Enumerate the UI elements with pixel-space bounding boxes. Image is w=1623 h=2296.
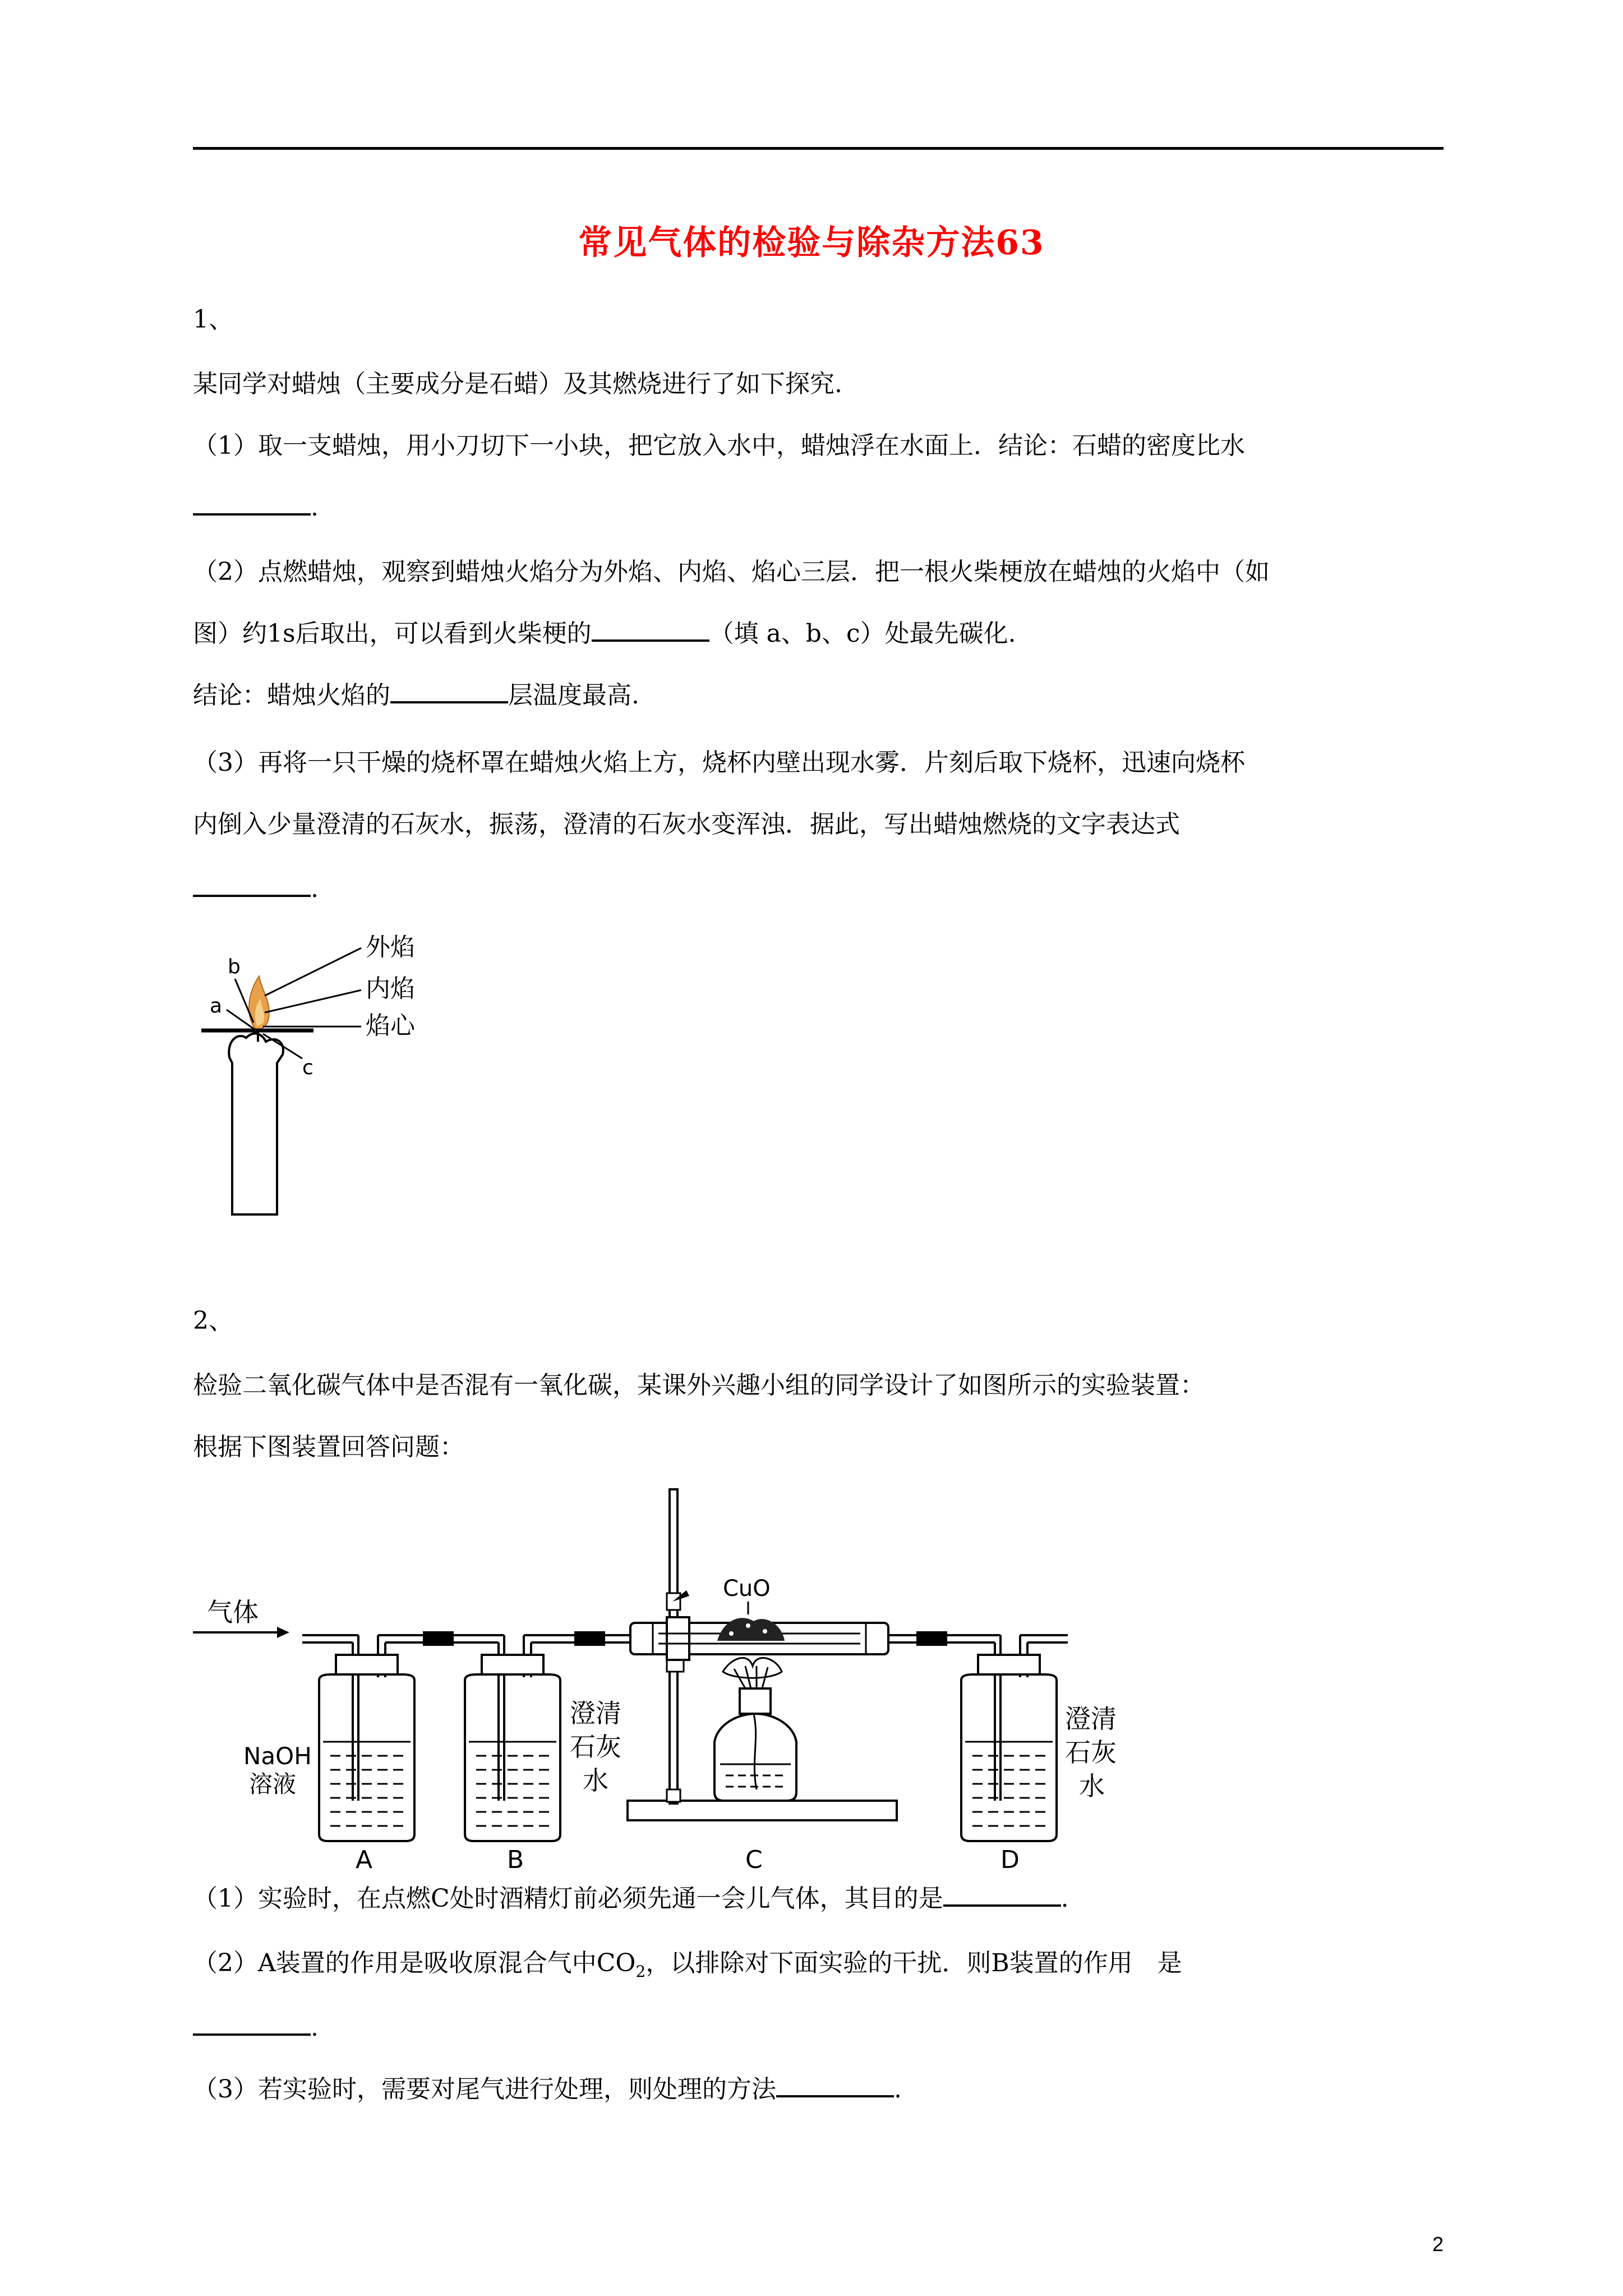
bottle-d xyxy=(961,1635,1068,1841)
q2-part2: （2）A装置的作用是吸收原混合气中$CO_2$，以排除对下面实验的干扰．则B装置的作用 是 xyxy=(193,1949,1182,1981)
apparatus-figure xyxy=(193,1487,1135,1874)
q1-part3-line2: 内倒入少量澄清的石灰水，振荡，澄清的石灰水变浑浊．据此，写出蜡烛燃烧的文字表达式 xyxy=(193,810,1180,839)
q2-part1: （1）实验时，在点燃C处时酒精灯前必须先通一会儿气体，其目的是 . xyxy=(193,1882,1444,1916)
answer-blank[interactable] xyxy=(776,2073,894,2097)
arrow-icon xyxy=(277,1627,289,1638)
answer-blank[interactable] xyxy=(193,2011,311,2036)
bottle-d-reagent-line1: 澄清 xyxy=(1065,1704,1117,1734)
label-d: D xyxy=(1000,1846,1020,1874)
label-b: B xyxy=(507,1846,524,1874)
q1-part1: （1）取一支蜡烛，用小刀切下一小块，把它放入水中，蜡烛浮在水面上．结论：石蜡的密度比水 xyxy=(193,431,1245,460)
letter-a: a xyxy=(210,995,223,1018)
q2-part2-answer: . xyxy=(193,2011,1444,2045)
q2-intro: 检验二氧化碳气体中是否混有一氧化碳，某课外兴趣小组的同学设计了如图所示的实验装置： xyxy=(193,1371,1205,1400)
page-title: 常见气体的检验与除杂方法63 xyxy=(578,223,1045,263)
q1-number: 1、 xyxy=(193,305,233,334)
bottle-b-reagent-line1: 澄清 xyxy=(570,1698,621,1728)
alcohol-lamp xyxy=(714,1658,796,1801)
bottle-d-reagent-line3: 水 xyxy=(1079,1771,1105,1801)
page-number: 2 xyxy=(1432,2233,1444,2256)
bottle-a-reagent-line1: NaOH xyxy=(243,1742,312,1770)
candle-flame-figure xyxy=(193,923,462,1226)
q2-intro2: 根据下图装置回答问题： xyxy=(193,1433,464,1461)
answer-blank[interactable] xyxy=(390,679,508,703)
q1-part3-line1: （3）再将一只干燥的烧杯罩在蜡烛火焰上方，烧杯内壁出现水雾．片刻后取下烧杯，迅速向烧杯 xyxy=(193,748,1245,777)
label-outer-flame: 外焰 xyxy=(366,933,415,961)
q1-intro: 某同学对蜡烛（主要成分是石蜡）及其燃烧进行了如下探究. xyxy=(193,370,842,398)
label-a: A xyxy=(356,1846,373,1874)
q1-part3-answer: . xyxy=(193,872,1444,906)
q2-part3: （3）若实验时，需要对尾气进行处理，则处理的方法 . xyxy=(193,2073,1444,2106)
bottle-d-reagent-line2: 石灰 xyxy=(1065,1737,1117,1768)
label-inner-flame: 内焰 xyxy=(366,974,415,1003)
bottle-a-reagent-line2: 溶液 xyxy=(249,1770,297,1798)
letter-c: c xyxy=(302,1056,313,1079)
label-c: C xyxy=(745,1846,763,1874)
bottle-a xyxy=(302,1635,423,1841)
combustion-tube xyxy=(630,1617,888,1660)
letter-b: b xyxy=(228,955,241,978)
bottle-b-reagent-line2: 石灰 xyxy=(570,1732,621,1762)
answer-blank[interactable] xyxy=(943,1882,1061,1907)
q1-part1-answer: . xyxy=(193,491,1444,524)
answer-blank[interactable] xyxy=(193,872,311,897)
answer-blank[interactable] xyxy=(592,617,709,642)
bottle-b-reagent-line3: 水 xyxy=(583,1765,608,1796)
gas-label: 气体 xyxy=(207,1597,259,1627)
header-rule xyxy=(193,147,1444,150)
q1-part2-line2: 图）约1s后取出，可以看到火柴梗的 （填 a、b、c）处最先碳化. xyxy=(193,617,1444,651)
q1-part2-line1: （2）点燃蜡烛，观察到蜡烛火焰分为外焰、内焰、焰心三层．把一根火柴梗放在蜡烛的火焰中（如 xyxy=(193,558,1270,586)
bottle-b xyxy=(465,1635,574,1841)
cuo-label: CuO xyxy=(723,1576,771,1602)
q1-part2-conclusion: 结论：蜡烛火焰的 层温度最高. xyxy=(193,679,1444,712)
answer-blank[interactable] xyxy=(193,491,311,516)
label-flame-core: 焰心 xyxy=(366,1011,415,1040)
candle-body xyxy=(229,1033,283,1214)
q2-number: 2、 xyxy=(193,1306,233,1335)
